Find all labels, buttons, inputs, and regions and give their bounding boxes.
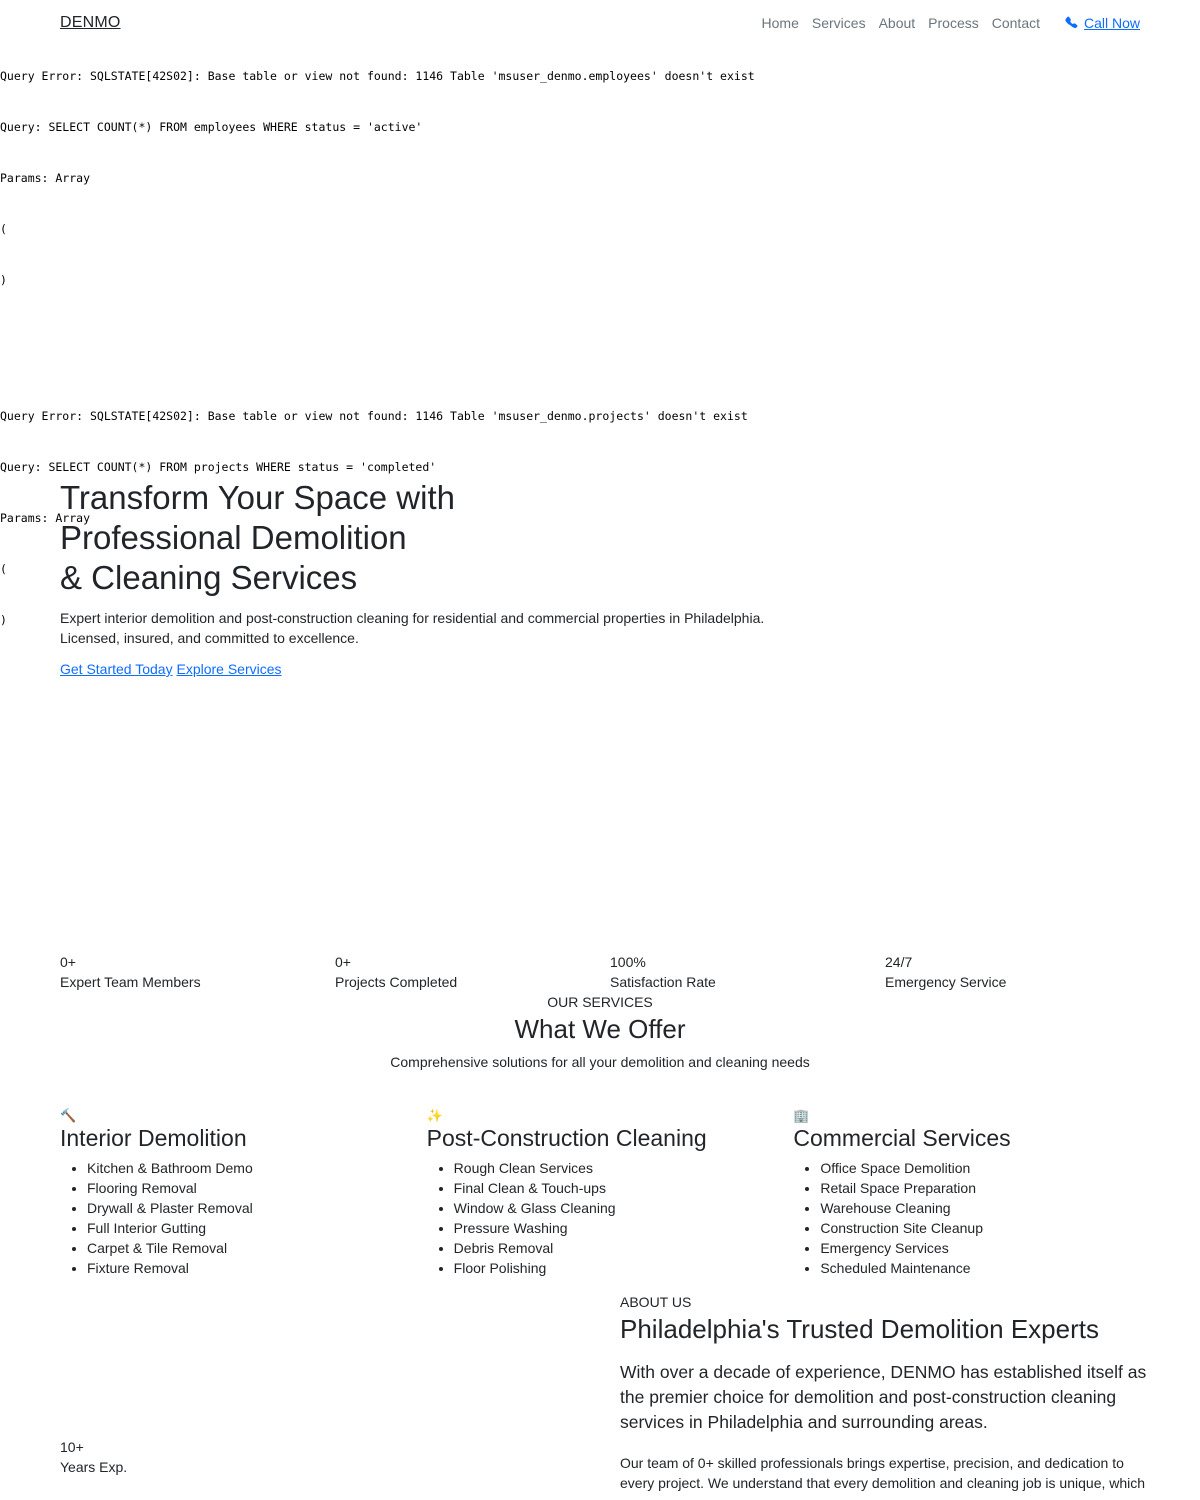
card-list [427,1158,794,1278]
hero-title-line: & Cleaning Services [60,559,358,596]
main-nav [762,15,1040,31]
sparkles-icon: ✨ [426,1108,443,1123]
hero-description [60,608,820,648]
list-item: • Retail Space Preparation [820,1178,1160,1198]
stat-value: 0+ [335,954,351,970]
hero-cta-group [60,661,820,677]
stat-value: 24/7 [885,954,913,970]
nav-about[interactable]: About [878,15,916,31]
list-item: • Scheduled Maintenance [820,1258,1160,1278]
hammer-icon: 🔨 [60,1108,77,1123]
hero-desc-line: Licensed, insured, and committed to excellence. [60,630,359,646]
experience-badge [60,1437,127,1477]
debug-line: ) [0,273,7,287]
services-cards [60,1108,1160,1278]
query-error-block [0,34,755,323]
nav-contact[interactable]: Contact [991,15,1040,31]
list-item: • Final Clean & Touch-ups [454,1178,794,1198]
service-card-commercial-services [793,1108,1160,1278]
call-now-label: Call Now [1083,15,1140,31]
stat-label: Projects Completed [335,974,458,990]
card-list [60,1158,427,1278]
nav-process[interactable]: Process [928,15,979,31]
about-body: Our team of 0+ skilled professionals brings expertise, precision, and dedication to every project. We understand that every demolition and cleaning job is unique, which [620,1455,1146,1491]
about-lead: With over a decade of experience, DENMO has established itself as the premier choice for demolition and post-construction cleaning services in Philadelphia and surrounding areas. [620,1362,1147,1432]
debug-line: ( [0,222,7,236]
card-title: Post-Construction Cleaning [426,1125,707,1151]
hero-title [60,478,820,598]
list-item: • Flooring Removal [87,1178,427,1198]
stat-satisfaction-rate [610,952,885,992]
stat-label: Expert Team Members [60,974,201,990]
stat-value: 100% [610,954,646,970]
list-item: • Full Interior Gutting [87,1218,427,1238]
service-card-interior-demolition [60,1108,427,1278]
list-item: • Debris Removal [454,1238,794,1258]
hero-title-line: Transform Your Space with [60,479,455,516]
services-title: What We Offer [514,1014,686,1044]
card-list [793,1158,1160,1278]
list-item: • Construction Site Cleanup [820,1218,1160,1238]
phone-icon [1064,16,1078,30]
card-title: Interior Demolition [60,1125,247,1151]
stat-emergency-service [885,952,1160,992]
debug-line: Query: SELECT COUNT(*) FROM employees WHERE status = 'active' [0,120,423,134]
service-card-post-construction-cleaning [427,1108,794,1278]
list-item: • Carpet & Tile Removal [87,1238,427,1258]
about-eyebrow: ABOUT US [620,1294,692,1310]
stats-row [60,952,1160,992]
list-item: • Emergency Services [820,1238,1160,1258]
list-item: • Drywall & Plaster Removal [87,1198,427,1218]
list-item: • Fixture Removal [87,1258,427,1278]
stat-label: Emergency Service [885,974,1007,990]
list-item: • Pressure Washing [454,1218,794,1238]
services-eyebrow: OUR SERVICES [547,994,653,1010]
experience-value: 10+ [60,1439,84,1455]
stat-team-members [60,952,335,992]
debug-line: ( [0,562,7,576]
debug-line: Params: Array [0,511,91,525]
stat-label: Satisfaction Rate [610,974,716,990]
building-icon: 🏢 [793,1108,810,1123]
hero-section [60,478,820,677]
hero-desc-line: Expert interior demolition and post-construction cleaning for residential and commercial properties in Philadelphia. [60,610,765,626]
list-item: • Office Space Demolition [820,1158,1160,1178]
debug-line: Params: Array [0,171,91,185]
call-now-button[interactable] [1064,15,1140,31]
debug-line: ) [0,613,7,627]
about-title: Philadelphia's Trusted Demolition Experts [620,1314,1099,1344]
services-header [0,992,1200,1072]
list-item: • Rough Clean Services [454,1158,794,1178]
list-item: • Window & Glass Cleaning [454,1198,794,1218]
list-item: • Floor Polishing [454,1258,794,1278]
nav-home[interactable]: Home [761,15,799,31]
brand-logo[interactable]: DENMO [60,14,121,31]
experience-label: Years Exp. [60,1459,128,1475]
services-subtitle: Comprehensive solutions for all your demolition and cleaning needs [390,1054,810,1070]
debug-line: Query: SELECT COUNT(*) FROM projects WHERE status = 'completed' [0,460,437,474]
list-item: • Kitchen & Bathroom Demo [87,1158,427,1178]
get-started-button[interactable]: Get Started Today [60,661,173,677]
debug-line: Query Error: SQLSTATE[42S02]: Base table or view not found: 1146 Table 'msuser_denmo.projects' doesn't exist [0,409,748,423]
nav-services[interactable]: Services [811,15,866,31]
list-item: • Warehouse Cleaning [820,1198,1160,1218]
stat-projects-completed [335,952,610,992]
explore-services-button[interactable]: Explore Services [176,661,282,677]
card-title: Commercial Services [793,1125,1011,1151]
stat-value: 0+ [60,954,76,970]
debug-line: Query Error: SQLSTATE[42S02]: Base table or view not found: 1146 Table 'msuser_denmo.employees' doesn't exist [0,69,755,83]
hero-title-line: Professional Demolition [60,519,407,556]
about-section [620,1292,1160,1493]
